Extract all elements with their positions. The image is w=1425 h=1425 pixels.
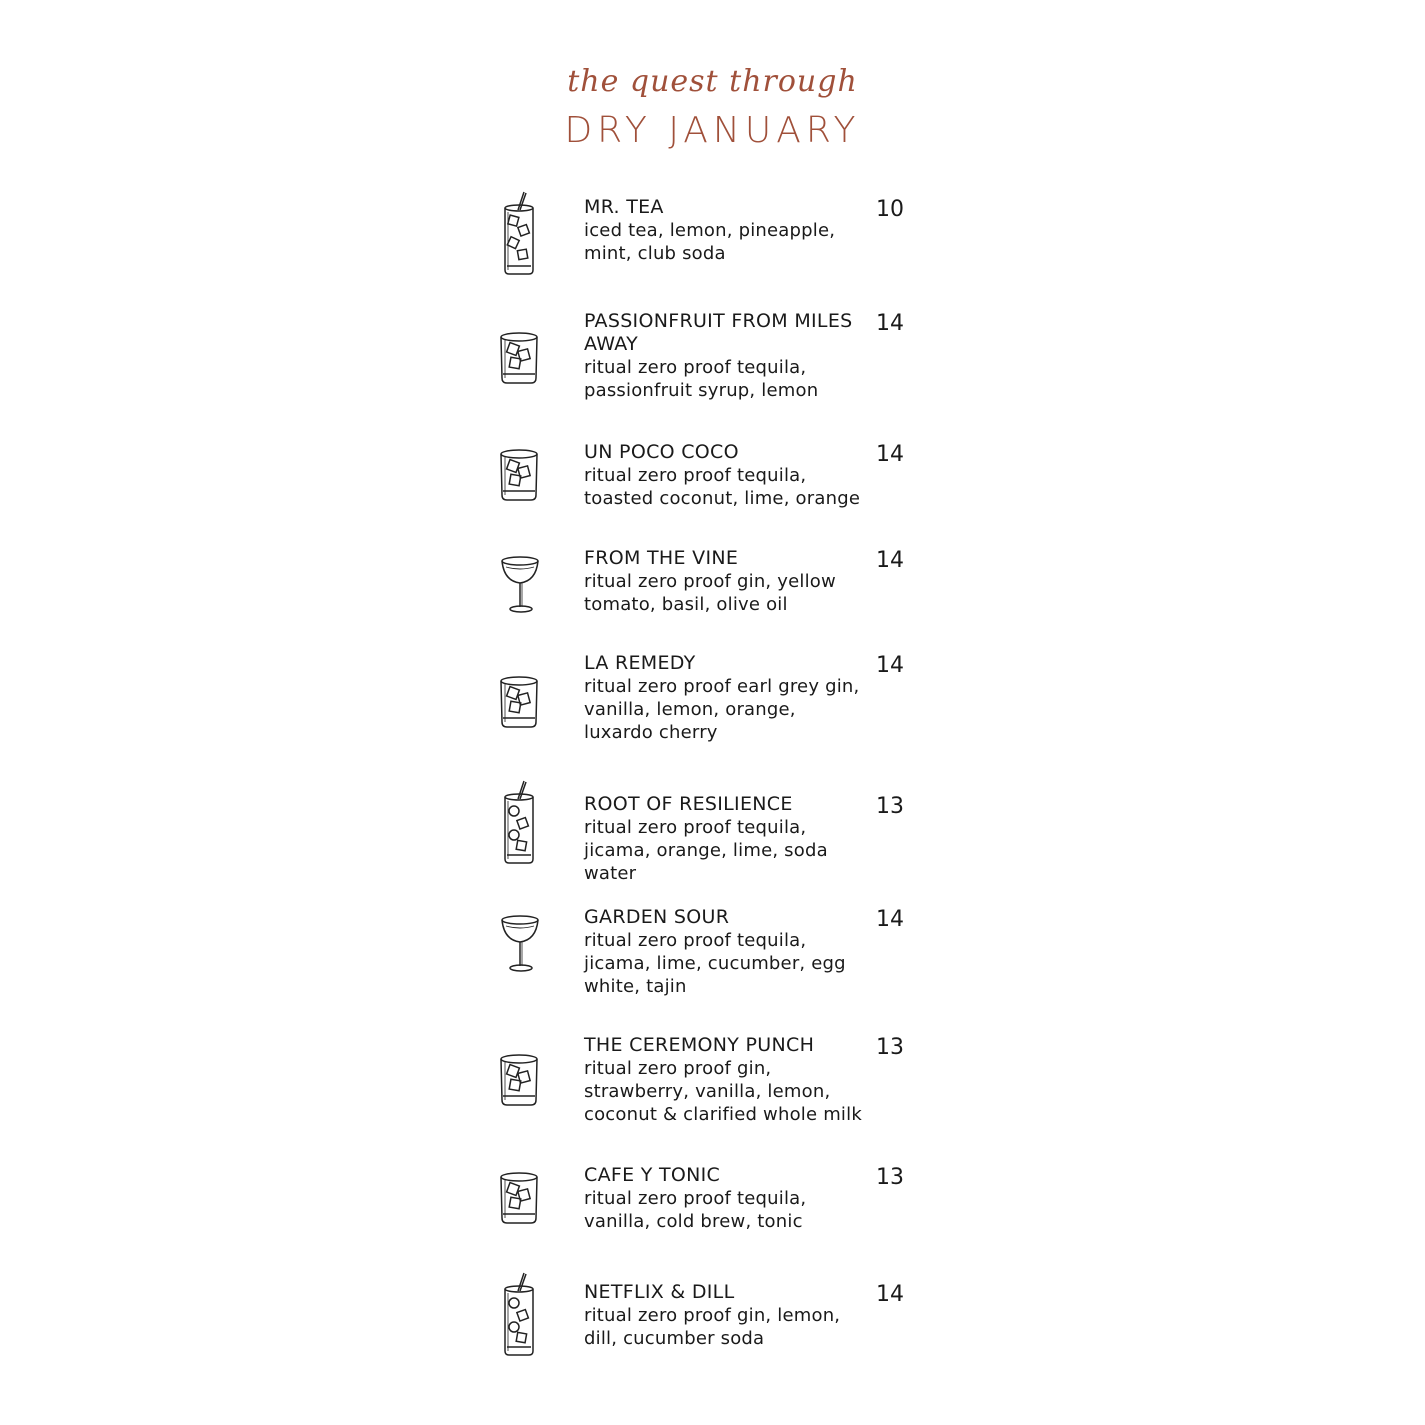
rocks-glass-icon xyxy=(496,447,546,505)
coupe-glass-icon xyxy=(496,914,546,974)
item-name: UN POCO COCO xyxy=(584,441,739,463)
item-price: 13 xyxy=(876,794,904,819)
item-name: PASSIONFRUIT FROM MILES AWAY xyxy=(584,310,853,355)
item-description: iced tea, lemon, pineapple, mint, club soda xyxy=(584,220,836,264)
coupe-glass-icon xyxy=(496,555,546,615)
item-price: 14 xyxy=(876,442,904,467)
item-name: NETFLIX & DILL xyxy=(584,1281,735,1303)
item-description: ritual zero proof gin, lemon, dill, cucumber soda xyxy=(584,1305,841,1349)
rocks-glass-icon xyxy=(496,674,546,732)
item-name: GARDEN SOUR xyxy=(584,906,730,928)
highball-glass-icon xyxy=(496,1271,546,1359)
item-description: ritual zero proof earl grey gin, vanilla, lemon, orange, luxardo cherry xyxy=(584,676,860,743)
item-name: MR. TEA xyxy=(584,196,664,218)
item-price: 13 xyxy=(876,1035,904,1060)
item-name: FROM THE VINE xyxy=(584,547,739,569)
item-description: ritual zero proof tequila, jicama, lime, cucumber, egg white, tajin xyxy=(584,930,846,997)
highball-glass-icon xyxy=(496,190,546,278)
item-name: ROOT OF RESILIENCE xyxy=(584,793,793,815)
item-price: 14 xyxy=(876,907,904,932)
highball-glass-icon xyxy=(496,779,546,867)
page-title: DRY JANUARY xyxy=(564,110,861,151)
item-description: ritual zero proof gin, yellow tomato, basil, olive oil xyxy=(584,571,836,615)
item-description: ritual zero proof tequila, passionfruit syrup, lemon xyxy=(584,357,819,401)
script-title: the quest through xyxy=(567,64,858,99)
item-price: 14 xyxy=(876,653,904,678)
item-description: ritual zero proof gin, strawberry, vanilla, lemon, coconut & clarified whole milk xyxy=(584,1058,862,1125)
rocks-glass-icon xyxy=(496,330,546,388)
item-price: 10 xyxy=(876,197,904,222)
item-price: 14 xyxy=(876,1282,904,1307)
item-description: ritual zero proof tequila, jicama, orange, lime, soda water xyxy=(584,817,828,884)
item-name: CAFE Y TONIC xyxy=(584,1164,721,1186)
item-description: ritual zero proof tequila, toasted coconut, lime, orange xyxy=(584,465,861,509)
rocks-glass-icon xyxy=(496,1052,546,1110)
item-description: ritual zero proof tequila, vanilla, cold brew, tonic xyxy=(584,1188,807,1232)
item-name: LA REMEDY xyxy=(584,652,696,674)
item-price: 14 xyxy=(876,548,904,573)
item-price: 13 xyxy=(876,1165,904,1190)
item-price: 14 xyxy=(876,311,904,336)
rocks-glass-icon xyxy=(496,1170,546,1228)
item-name: THE CEREMONY PUNCH xyxy=(584,1034,815,1056)
